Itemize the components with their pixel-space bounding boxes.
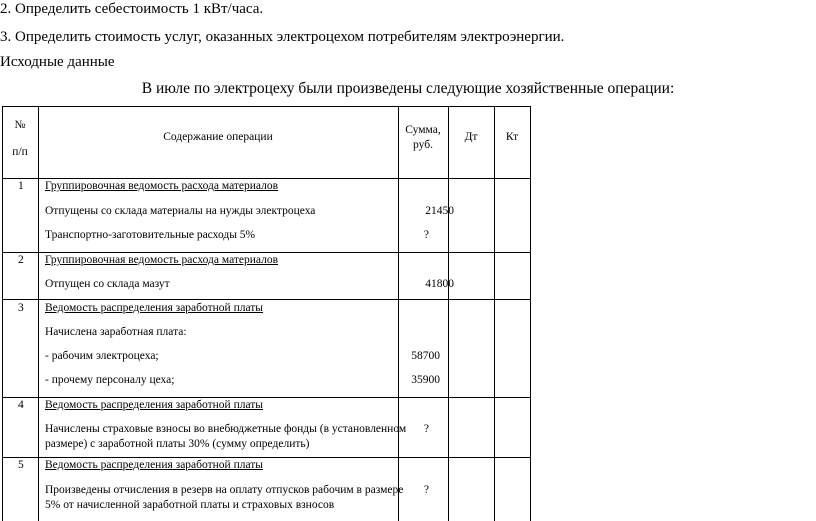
row-title: Ведомость распределения заработной платы [45, 399, 264, 411]
row-divider [2, 252, 530, 253]
row-line-text: Отпущен со склада мазут [45, 278, 170, 290]
row-title: Ведомость распределения заработной платы [45, 302, 264, 314]
row-number: 1 [18, 180, 24, 192]
header-sum-top: Сумма, [405, 124, 441, 136]
row-divider [2, 299, 530, 300]
row-number: 3 [18, 302, 24, 314]
row-line-text: Транспортно-заготовительные расходы 5% [45, 229, 256, 241]
col-divider [38, 106, 39, 521]
row-line-text: Отпущены со склада материалы на нужды электроцеха [45, 205, 316, 217]
header-sum-bottom: руб. [413, 139, 433, 151]
row-number: 4 [18, 399, 24, 411]
header-debit: Дт [464, 131, 478, 143]
row-line-text: Начислены страховые взносы во внебюджетные фонды (в установленном [45, 423, 407, 435]
col-divider [398, 106, 399, 521]
row-title: Группировочная ведомость расхода материалов [45, 180, 279, 192]
col-divider [448, 106, 449, 521]
row-divider [2, 397, 530, 398]
row-line-text: размере) с заработной платы 30% (сумму определить) [45, 438, 310, 450]
row-line-sum: ? [423, 423, 429, 435]
header-content: Содержание операции [163, 131, 273, 143]
row-number: 5 [18, 459, 24, 471]
row-title: Ведомость распределения заработной платы [45, 459, 264, 471]
header-divider [2, 178, 530, 179]
task-3-text: 3. Определить стоимость услуг, оказанных электроцехом потребителям электроэнергии. [0, 29, 565, 45]
row-line-sum: ? [423, 229, 429, 241]
row-line-sum: 41800 [425, 278, 454, 290]
row-line-text: Начислена заработная плата: [45, 326, 187, 338]
task-2-text: 2. Определить себестоимость 1 кВт/часа. [0, 1, 264, 17]
header-num-label: п/п [12, 146, 28, 158]
row-line-sum: 21450 [425, 205, 454, 217]
source-data-heading: Исходные данные [0, 54, 115, 70]
col-border-right [530, 106, 531, 521]
row-line-text: Произведены отчисления в резерв на оплату отпусков рабочим в размере [45, 484, 404, 496]
row-line-text: - рабочим электроцеха; [45, 350, 159, 362]
row-title: Группировочная ведомость расхода материалов [45, 254, 279, 266]
row-line-sum: 35900 [411, 374, 440, 386]
row-line-sum: 58700 [411, 350, 440, 362]
header-num-symbol: № [14, 119, 26, 131]
col-border-left [2, 106, 3, 521]
table-border-top [2, 106, 530, 107]
row-line-text: - прочему персоналу цеха; [45, 374, 175, 386]
header-credit: Кт [505, 131, 519, 143]
row-divider [2, 457, 530, 458]
table-caption: В июле по электроцеху были произведены следующие хозяйственные операции: [141, 80, 675, 97]
row-number: 2 [18, 254, 24, 266]
row-line-text: 5% от начисленной заработной платы и страховых взносов [45, 499, 335, 511]
col-divider [494, 106, 495, 521]
row-line-sum: ? [423, 484, 429, 496]
